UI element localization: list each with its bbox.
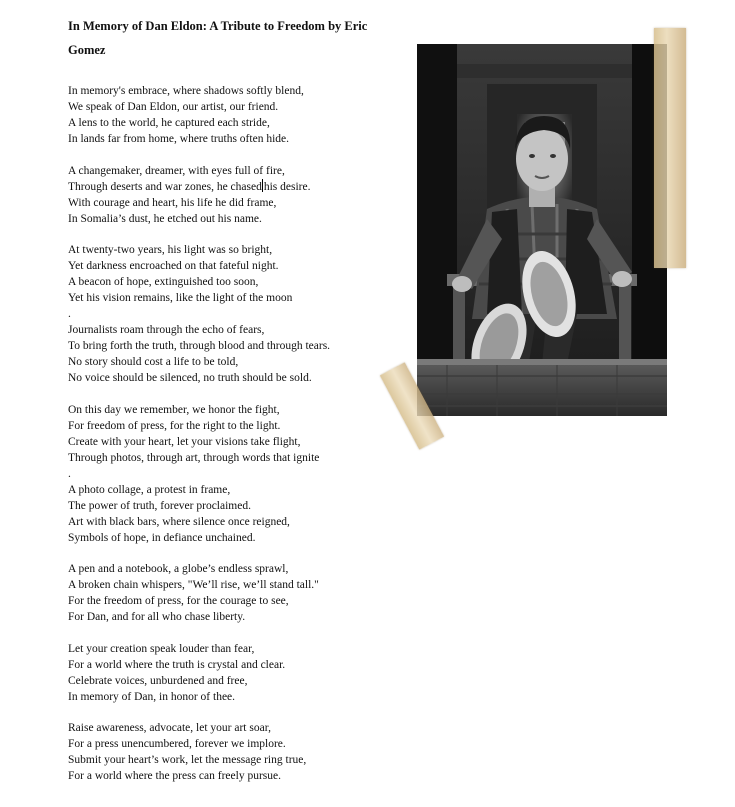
poem-line: A broken chain whispers, "We’ll rise, we’ll stand tall." <box>68 579 319 591</box>
document-title: In Memory of Dan Eldon: A Tribute to Freedom by Eric Gomez <box>68 19 368 57</box>
poem-line: Journalists roam through the echo of fears, <box>68 324 265 336</box>
poem-line: Raise awareness, advocate, let your art soar, <box>68 722 271 734</box>
poem-line-part: Through deserts and war zones, he chased <box>68 180 262 193</box>
poem-line: Art with black bars, where silence once reigned, <box>68 515 290 528</box>
stanza-trailing-mark: . <box>68 308 71 320</box>
poem-line: Celebrate voices, unburdened and free, <box>68 674 248 687</box>
poem-line: In memory's embrace, where shadows softly blend, <box>68 85 304 97</box>
stanza-8 <box>68 641 388 705</box>
stanza-7 <box>68 561 388 625</box>
poem-line: For the freedom of press, for the courage to see, <box>68 595 289 607</box>
photo-collage <box>388 26 698 446</box>
poem-line: Yet darkness encroached on that fateful night. <box>68 260 279 272</box>
poem-line: On this day we remember, we honor the fight, <box>68 403 280 416</box>
poem-line: In lands far from home, where truths often hide. <box>68 133 289 145</box>
poem-line: For a world where the press can freely pursue. <box>68 770 281 782</box>
poem-line: A changemaker, dreamer, with eyes full of fire, <box>68 164 285 177</box>
poem-line: A pen and a notebook, a globe’s endless sprawl, <box>68 563 289 575</box>
tape-strip-top <box>654 28 686 268</box>
portrait-photo <box>417 44 667 416</box>
stanza-trailing-mark: . <box>68 467 71 480</box>
poem-line: Create with your heart, let your visions take flight, <box>68 435 301 448</box>
stanza-5 <box>68 402 388 466</box>
poem-line: A beacon of hope, extinguished too soon, <box>68 276 259 288</box>
poem-line: Yet his vision remains, like the light of the moon <box>68 292 293 304</box>
poem-line <box>68 179 388 195</box>
poem-line: In Somalia’s dust, he etched out his name. <box>68 212 262 225</box>
stanza-2 <box>68 163 388 227</box>
poem-line: Submit your heart’s work, let the message ring true, <box>68 754 307 766</box>
poem-line: The power of truth, forever proclaimed. <box>68 499 251 512</box>
poem-line: For a world where the truth is crystal and clear. <box>68 658 286 671</box>
stanza-3 <box>68 242 388 306</box>
poem-body <box>68 83 388 800</box>
stanza-6 <box>68 482 388 546</box>
poem-line: No story should cost a life to be told, <box>68 356 239 368</box>
poem-line: To bring forth the truth, through blood and through tears. <box>68 340 331 352</box>
poem-line: Let your creation speak louder than fear, <box>68 642 255 655</box>
poem-line: In memory of Dan, in honor of thee. <box>68 690 236 703</box>
poem-line: With courage and heart, his life he did frame, <box>68 196 277 209</box>
poem-line: Symbols of hope, in defiance unchained. <box>68 531 256 544</box>
stanza-1 <box>68 83 388 147</box>
stanza-9 <box>68 720 388 784</box>
poem-line: Through photos, through art, through words that ignite <box>68 451 320 464</box>
poem-line: For Dan, and for all who chase liberty. <box>68 611 246 623</box>
poem-line-part: his desire. <box>263 180 311 193</box>
poem-line: No voice should be silenced, no truth should be sold. <box>68 372 312 384</box>
poem-line: For freedom of press, for the right to the light. <box>68 419 281 432</box>
poem-line: A photo collage, a protest in frame, <box>68 483 231 496</box>
poem-line: A lens to the world, he captured each stride, <box>68 117 270 129</box>
poem-line: We speak of Dan Eldon, our artist, our friend. <box>68 101 279 113</box>
portrait-image <box>417 44 667 416</box>
stanza-4 <box>68 322 388 386</box>
poem-line: At twenty-two years, his light was so bright, <box>68 244 273 256</box>
poem-line: For a press unencumbered, forever we implore. <box>68 738 286 750</box>
